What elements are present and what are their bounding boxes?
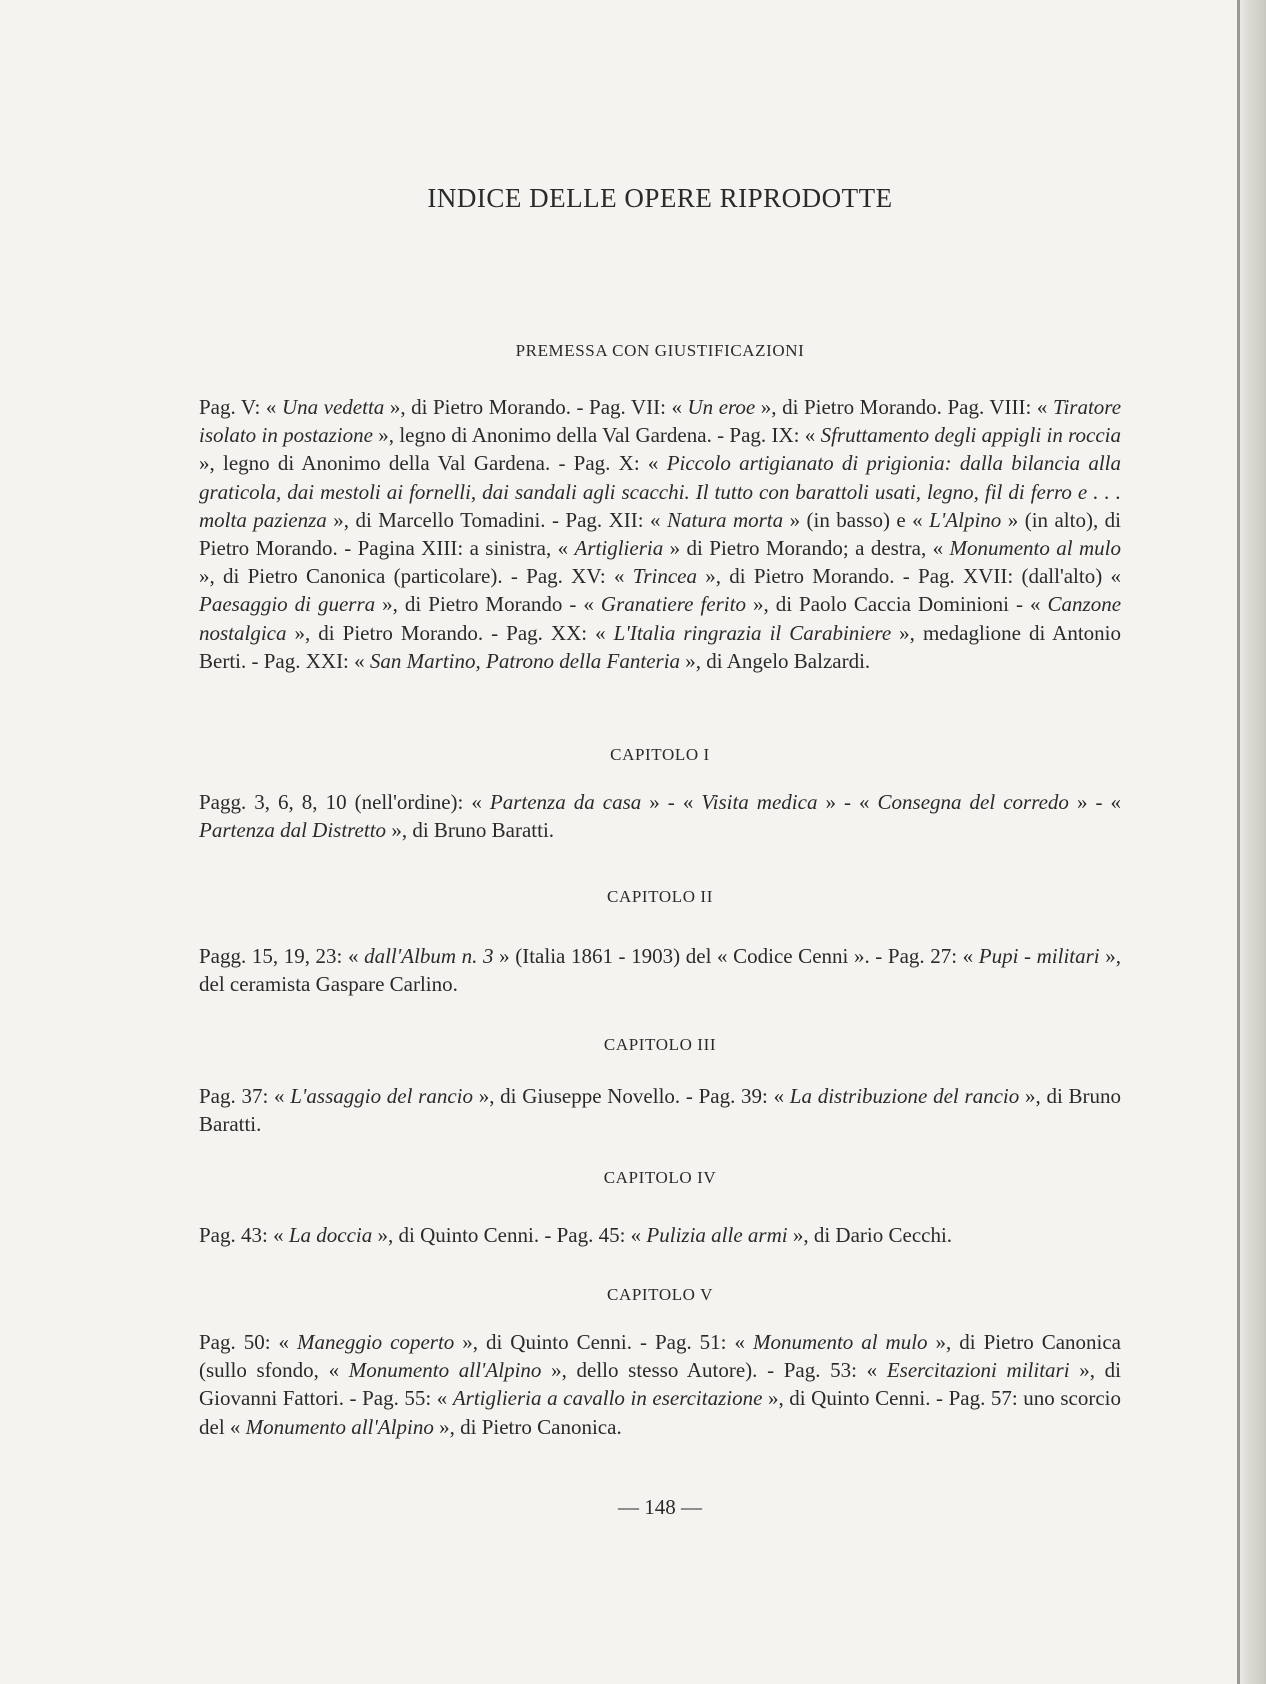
section-text-capitolo-2 [199, 942, 1121, 998]
section-heading-capitolo-1: CAPITOLO I [610, 745, 710, 764]
work-title: Piccolo artigianato di prigionia: dalla bilancia alla graticola, dai mestoli ai fornelli, dai sandali agli scacchi. Il tutto con barattoli usati, legno, fil di ferro e . . . molta pazienza [199, 451, 1121, 532]
text-run: », legno di Anonimo della Val Gardena. - Pag. X: « [199, 451, 667, 476]
work-title: Sfruttamento degli appigli in roccia [820, 423, 1121, 448]
work-title: Partenza dal Distretto [199, 818, 387, 843]
work-title: Monumento all'Alpino [348, 1358, 542, 1383]
work-title: L'assaggio del rancio [290, 1084, 473, 1108]
page-number: — 148 — [618, 1495, 702, 1519]
text-run: », di Bruno Baratti. [199, 1084, 1122, 1137]
section-text-capitolo-3 [199, 1082, 1121, 1138]
work-title: Paesaggio di guerra [199, 592, 376, 617]
work-title: Consegna del corredo [877, 790, 1069, 814]
text-run: », di Pietro Morando. - Pag. VII: « [384, 395, 688, 419]
text-run: », dello stesso Autore). - Pag. 53: « [541, 1358, 887, 1383]
work-title: L'Italia ringrazia il Carabiniere [613, 620, 892, 645]
section-heading-capitolo-2: CAPITOLO II [607, 887, 713, 906]
text-run: », di Giovanni Fattori. - Pag. 55: « [199, 1358, 1121, 1411]
page-binding-line [1237, 0, 1240, 1684]
text-run: » di Pietro Morando; a destra, « [663, 536, 950, 561]
text-run: » (in basso) e « [783, 507, 930, 532]
work-title: Pulizia alle armi [646, 1223, 788, 1247]
text-run: » - « [1068, 790, 1121, 814]
work-title: La distribuzione del rancio [789, 1084, 1020, 1108]
text-run: Pagg. 3, 6, 8, 10 (nell'ordine): « [199, 790, 490, 814]
work-title: Pupi - militari [978, 944, 1100, 968]
work-title: L'Alpino [929, 507, 1002, 532]
section-text-capitolo-4 [199, 1221, 1121, 1249]
work-title: Visita medica [701, 790, 818, 814]
work-title: La doccia [288, 1223, 373, 1247]
section-text-capitolo-5 [199, 1328, 1121, 1441]
work-title: Artiglieria a cavallo in esercitazione [452, 1386, 763, 1411]
work-title: Partenza da casa [489, 790, 642, 814]
text-run: », legno di Anonimo della Val Gardena. - Pag. IX: « [372, 423, 821, 448]
section-text-capitolo-1 [199, 788, 1121, 844]
text-run: », di Pietro Morando. - Pag. XVII: (dall'alto) « [696, 564, 1121, 589]
section-heading-capitolo-5: CAPITOLO V [607, 1285, 713, 1304]
text-run: » (Italia 1861 - 1903) del « Codice Cenni ». - Pag. 27: « [493, 944, 979, 968]
text-run: », di Pietro Canonica. [433, 1414, 622, 1439]
work-title: San Martino, Patrono della Fanteria [369, 648, 681, 673]
work-title: Canzone nostalgica [199, 592, 1122, 645]
work-title: Tiratore isolato in postazione [199, 395, 1122, 448]
text-run: », di Marcello Tomadini. - Pag. XII: « [326, 507, 667, 532]
section-heading-capitolo-4: CAPITOLO IV [603, 1168, 717, 1187]
work-title: Trincea [632, 564, 697, 589]
work-title: Esercitazioni militari [886, 1358, 1070, 1383]
text-run: », di Quinto Cenni. - Pag. 45: « [372, 1223, 647, 1247]
text-run: » (in alto), di Pietro Morando. - Pagina XIII: a sinistra, « [199, 507, 1121, 561]
page-title: INDICE DELLE OPERE RIPRODOTTE [427, 183, 893, 213]
text-run: », del ceramista Gaspare Carlino. [199, 944, 1122, 997]
page-right-edge [1238, 0, 1266, 1684]
work-title: Un eroe [687, 395, 756, 419]
text-run: », di Pietro Canonica (sullo sfondo, « [199, 1330, 1122, 1383]
text-run: », di Quinto Cenni. - Pag. 57: uno scorcio del « [199, 1386, 1121, 1439]
text-run: » - « [817, 790, 878, 814]
text-run: », di Bruno Baratti. [386, 818, 555, 843]
text-run: Pag. 37: « [199, 1084, 291, 1108]
text-run: », di Pietro Canonica (particolare). - Pag. XV: « [199, 564, 633, 589]
text-run: Pag. 43: « [199, 1223, 289, 1247]
section-heading-premessa: PREMESSA CON GIUSTIFICAZIONI [515, 341, 805, 360]
text-run: », di Dario Cecchi. [787, 1223, 953, 1247]
work-title: Artiglieria [574, 536, 664, 561]
text-run: », medaglione di Antonio Berti. - Pag. XXI: « [199, 620, 1121, 673]
text-run: », di Giuseppe Novello. - Pag. 39: « [473, 1084, 790, 1108]
work-title: dall'Album n. 3 [364, 944, 494, 968]
text-run: Pag. V: « [199, 395, 282, 419]
text-run: », di Angelo Balzardi. [680, 648, 871, 673]
text-run: », di Quinto Cenni. - Pag. 51: « [454, 1330, 753, 1354]
text-run: », di Pietro Morando - « [375, 592, 601, 617]
section-text-premessa [199, 393, 1121, 675]
text-run: Pagg. 15, 19, 23: « [199, 944, 365, 968]
work-title: Granatiere ferito [600, 592, 746, 617]
work-title: Monumento al mulo [752, 1330, 928, 1354]
text-run: », di Pietro Morando. Pag. VIII: « [755, 395, 1053, 419]
section-heading-capitolo-3: CAPITOLO III [603, 1035, 717, 1054]
text-run: » - « [641, 790, 702, 814]
work-title: Monumento al mulo [949, 536, 1121, 561]
text-run: Pag. 50: « [199, 1330, 298, 1354]
work-title: Una vedetta [281, 395, 385, 419]
work-title: Natura morta [667, 507, 784, 532]
text-run: », di Pietro Morando. - Pag. XX: « [286, 620, 614, 645]
text-run: », di Paolo Caccia Dominioni - « [745, 592, 1048, 617]
work-title: Monumento all'Alpino [245, 1414, 434, 1439]
work-title: Maneggio coperto [297, 1330, 455, 1354]
